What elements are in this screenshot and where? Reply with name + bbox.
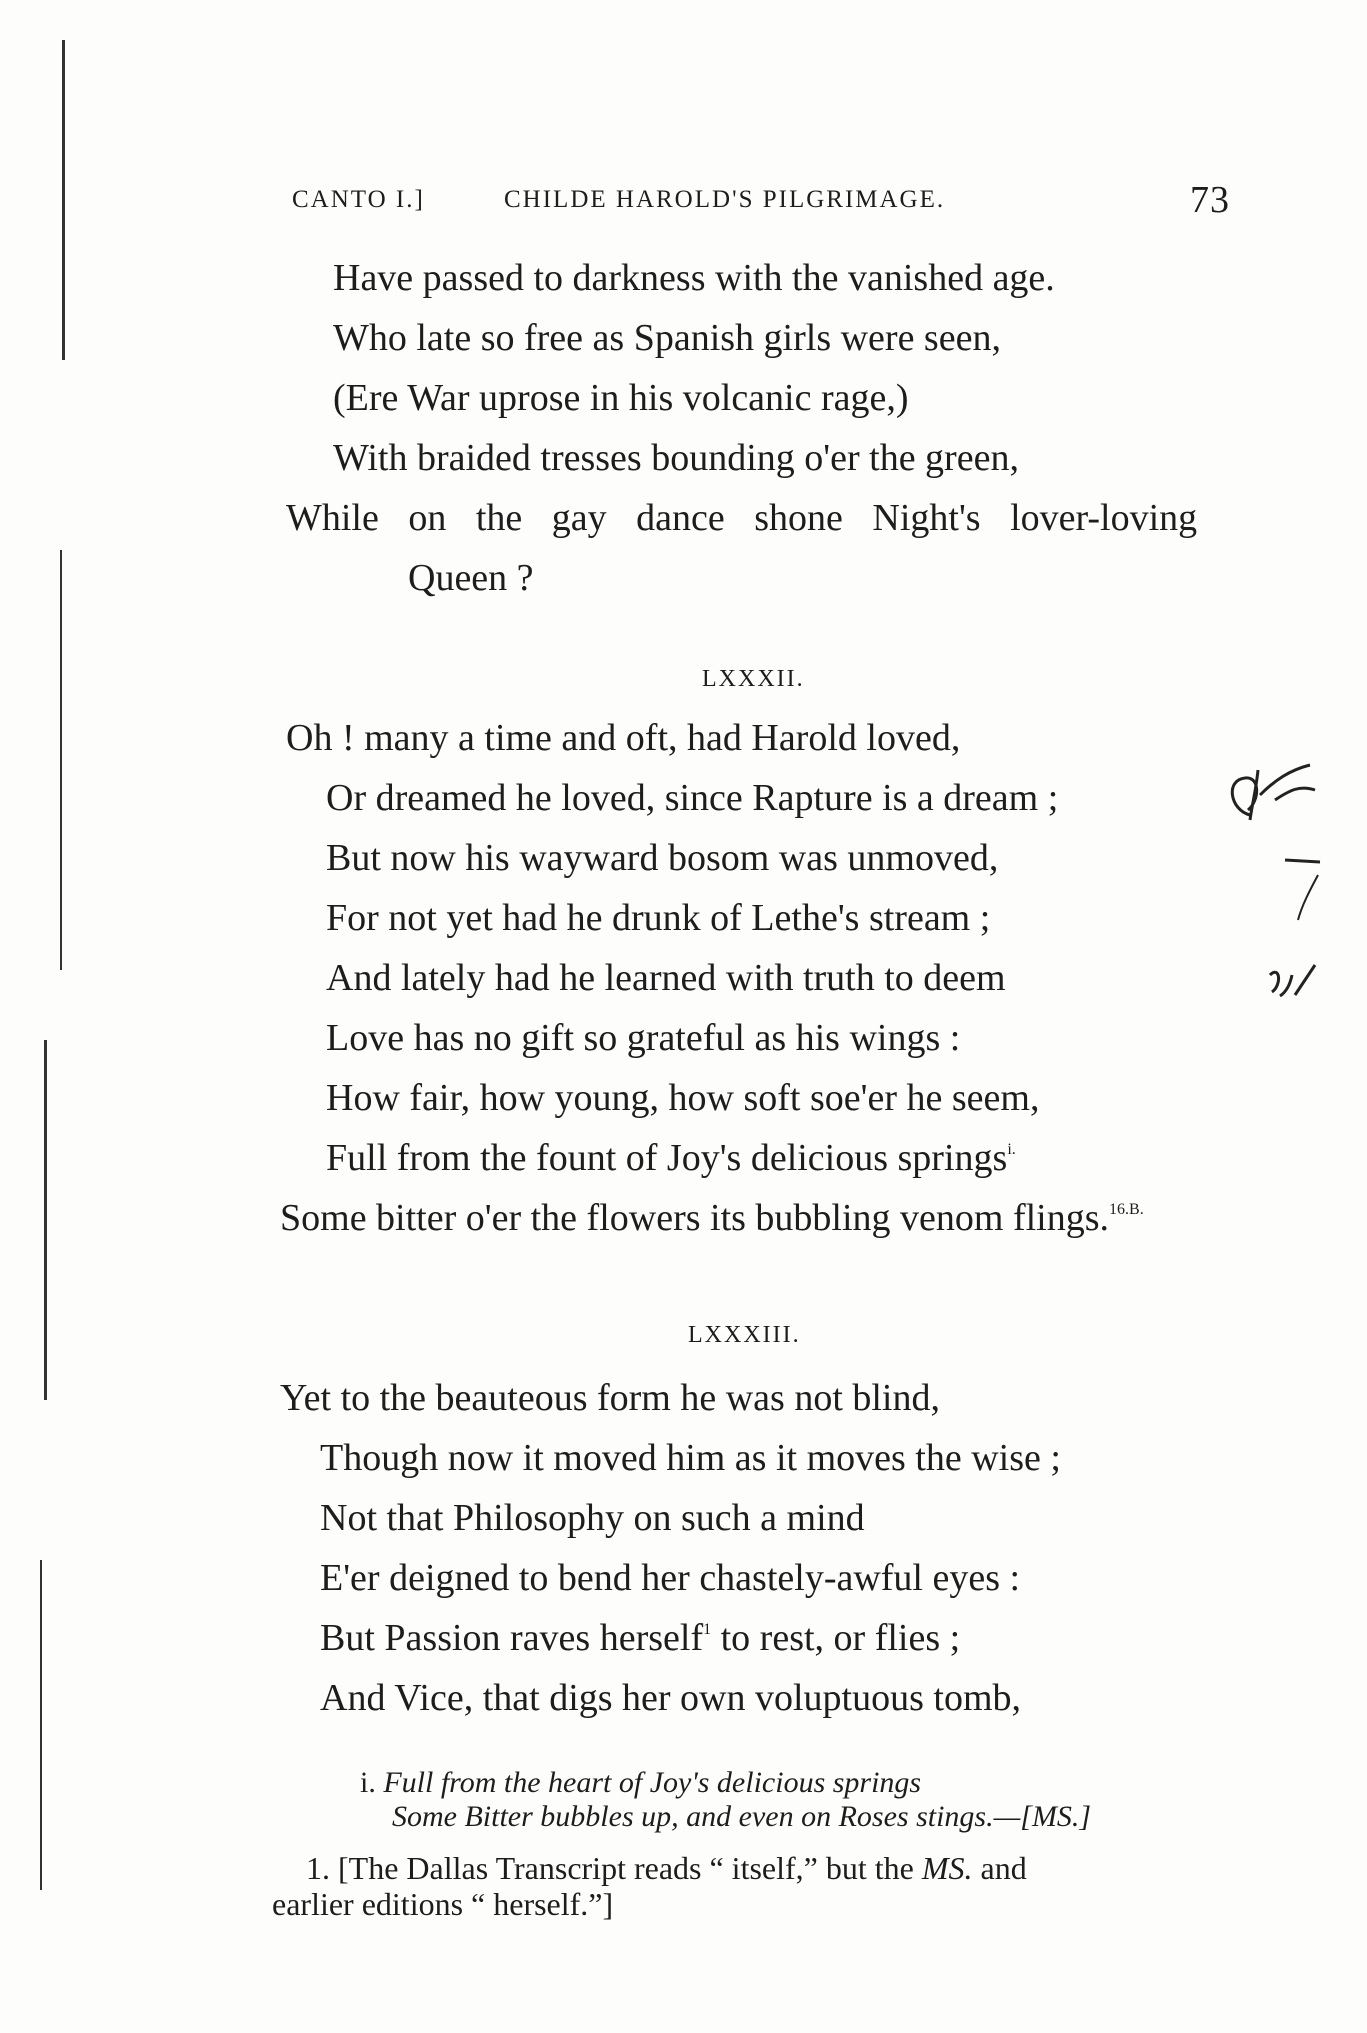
running-head-title: CHILDE HAROLD'S PILGRIMAGE.: [504, 186, 946, 213]
scan-edge-mark: [62, 40, 65, 360]
verse-line: [326, 1136, 1016, 1180]
note-text: [The Dallas Transcript reads “ itself,” but the: [338, 1850, 914, 1886]
verse-line: Oh ! many a time and oft, had Harold loved,: [286, 717, 961, 759]
verse-text: Some bitter o'er the flowers its bubbling venom flings.: [280, 1197, 1110, 1239]
variant-source: —[MS.]: [993, 1800, 1092, 1833]
verse-text: Full from the fount of Joy's delicious springs: [326, 1137, 1008, 1179]
verse-line: Who late so free as Spanish girls were seen,: [333, 317, 1001, 359]
verse-line: Queen ?: [408, 557, 534, 599]
verse-line: And lately had he learned with truth to deem: [326, 957, 1006, 999]
verse-line: (Ere War uprose in his volcanic rage,): [333, 377, 909, 419]
verse-line: But now his wayward bosom was unmoved,: [326, 837, 999, 879]
editorial-note-line: [306, 1850, 1027, 1886]
variant-label: i.: [360, 1766, 376, 1799]
verse-line: Or dreamed he loved, since Rapture is a dream ;: [326, 777, 1059, 819]
scan-edge-mark: [60, 550, 62, 970]
verse-line: Have passed to darkness with the vanished age.: [333, 257, 1055, 299]
variant-text: Full from the heart of Joy's delicious springs: [383, 1766, 922, 1799]
variant-note-line: [360, 1766, 921, 1800]
scan-edge-mark: [44, 1040, 47, 1400]
verse-line: With braided tresses bounding o'er the green,: [333, 437, 1019, 479]
note-reference: 16.B.: [1109, 1201, 1144, 1218]
note-reference: i.: [1007, 1141, 1016, 1158]
verse-line: [320, 1616, 960, 1660]
scan-edge-mark: [40, 1560, 42, 1890]
verse-line: How fair, how young, how soft soe'er he seem,: [326, 1077, 1040, 1119]
verse-line: [280, 1196, 1144, 1240]
running-head-canto: CANTO I.]: [292, 186, 425, 213]
verse-line: Yet to the beauteous form he was not blind,: [280, 1377, 940, 1419]
note-label: 1.: [306, 1850, 330, 1886]
verse-line-justified: While on the gay dance shone Night's lover-loving: [286, 497, 1198, 539]
verse-text: But Passion raves herself: [320, 1617, 704, 1659]
variant-note-line: [392, 1800, 1091, 1834]
stanza-number: LXXXIII.: [688, 1322, 801, 1348]
verse-line: E'er deigned to bend her chastely-awful eyes :: [320, 1557, 1021, 1599]
verse-line: Though now it moved him as it moves the wise ;: [320, 1437, 1061, 1479]
verse-text: to rest, or flies ;: [720, 1617, 961, 1659]
note-ms: MS.: [921, 1850, 973, 1886]
note-text: and: [980, 1850, 1027, 1886]
verse-line: Love has no gift so grateful as his wings :: [326, 1017, 961, 1059]
verse-line: For not yet had he drunk of Lethe's stream ;: [326, 897, 991, 939]
verse-line: And Vice, that digs her own voluptuous tomb,: [320, 1677, 1022, 1719]
handwritten-margin-annotation: [1220, 760, 1340, 1030]
variant-text: Some Bitter bubbles up, and even on Roses stings.: [392, 1800, 994, 1833]
page-number: 73: [1190, 179, 1230, 221]
editorial-note-line: earlier editions “ herself.”]: [272, 1886, 614, 1922]
note-reference: 1: [703, 1621, 712, 1638]
verse-line: Not that Philosophy on such a mind: [320, 1497, 865, 1539]
stanza-number: LXXXII.: [702, 666, 805, 692]
